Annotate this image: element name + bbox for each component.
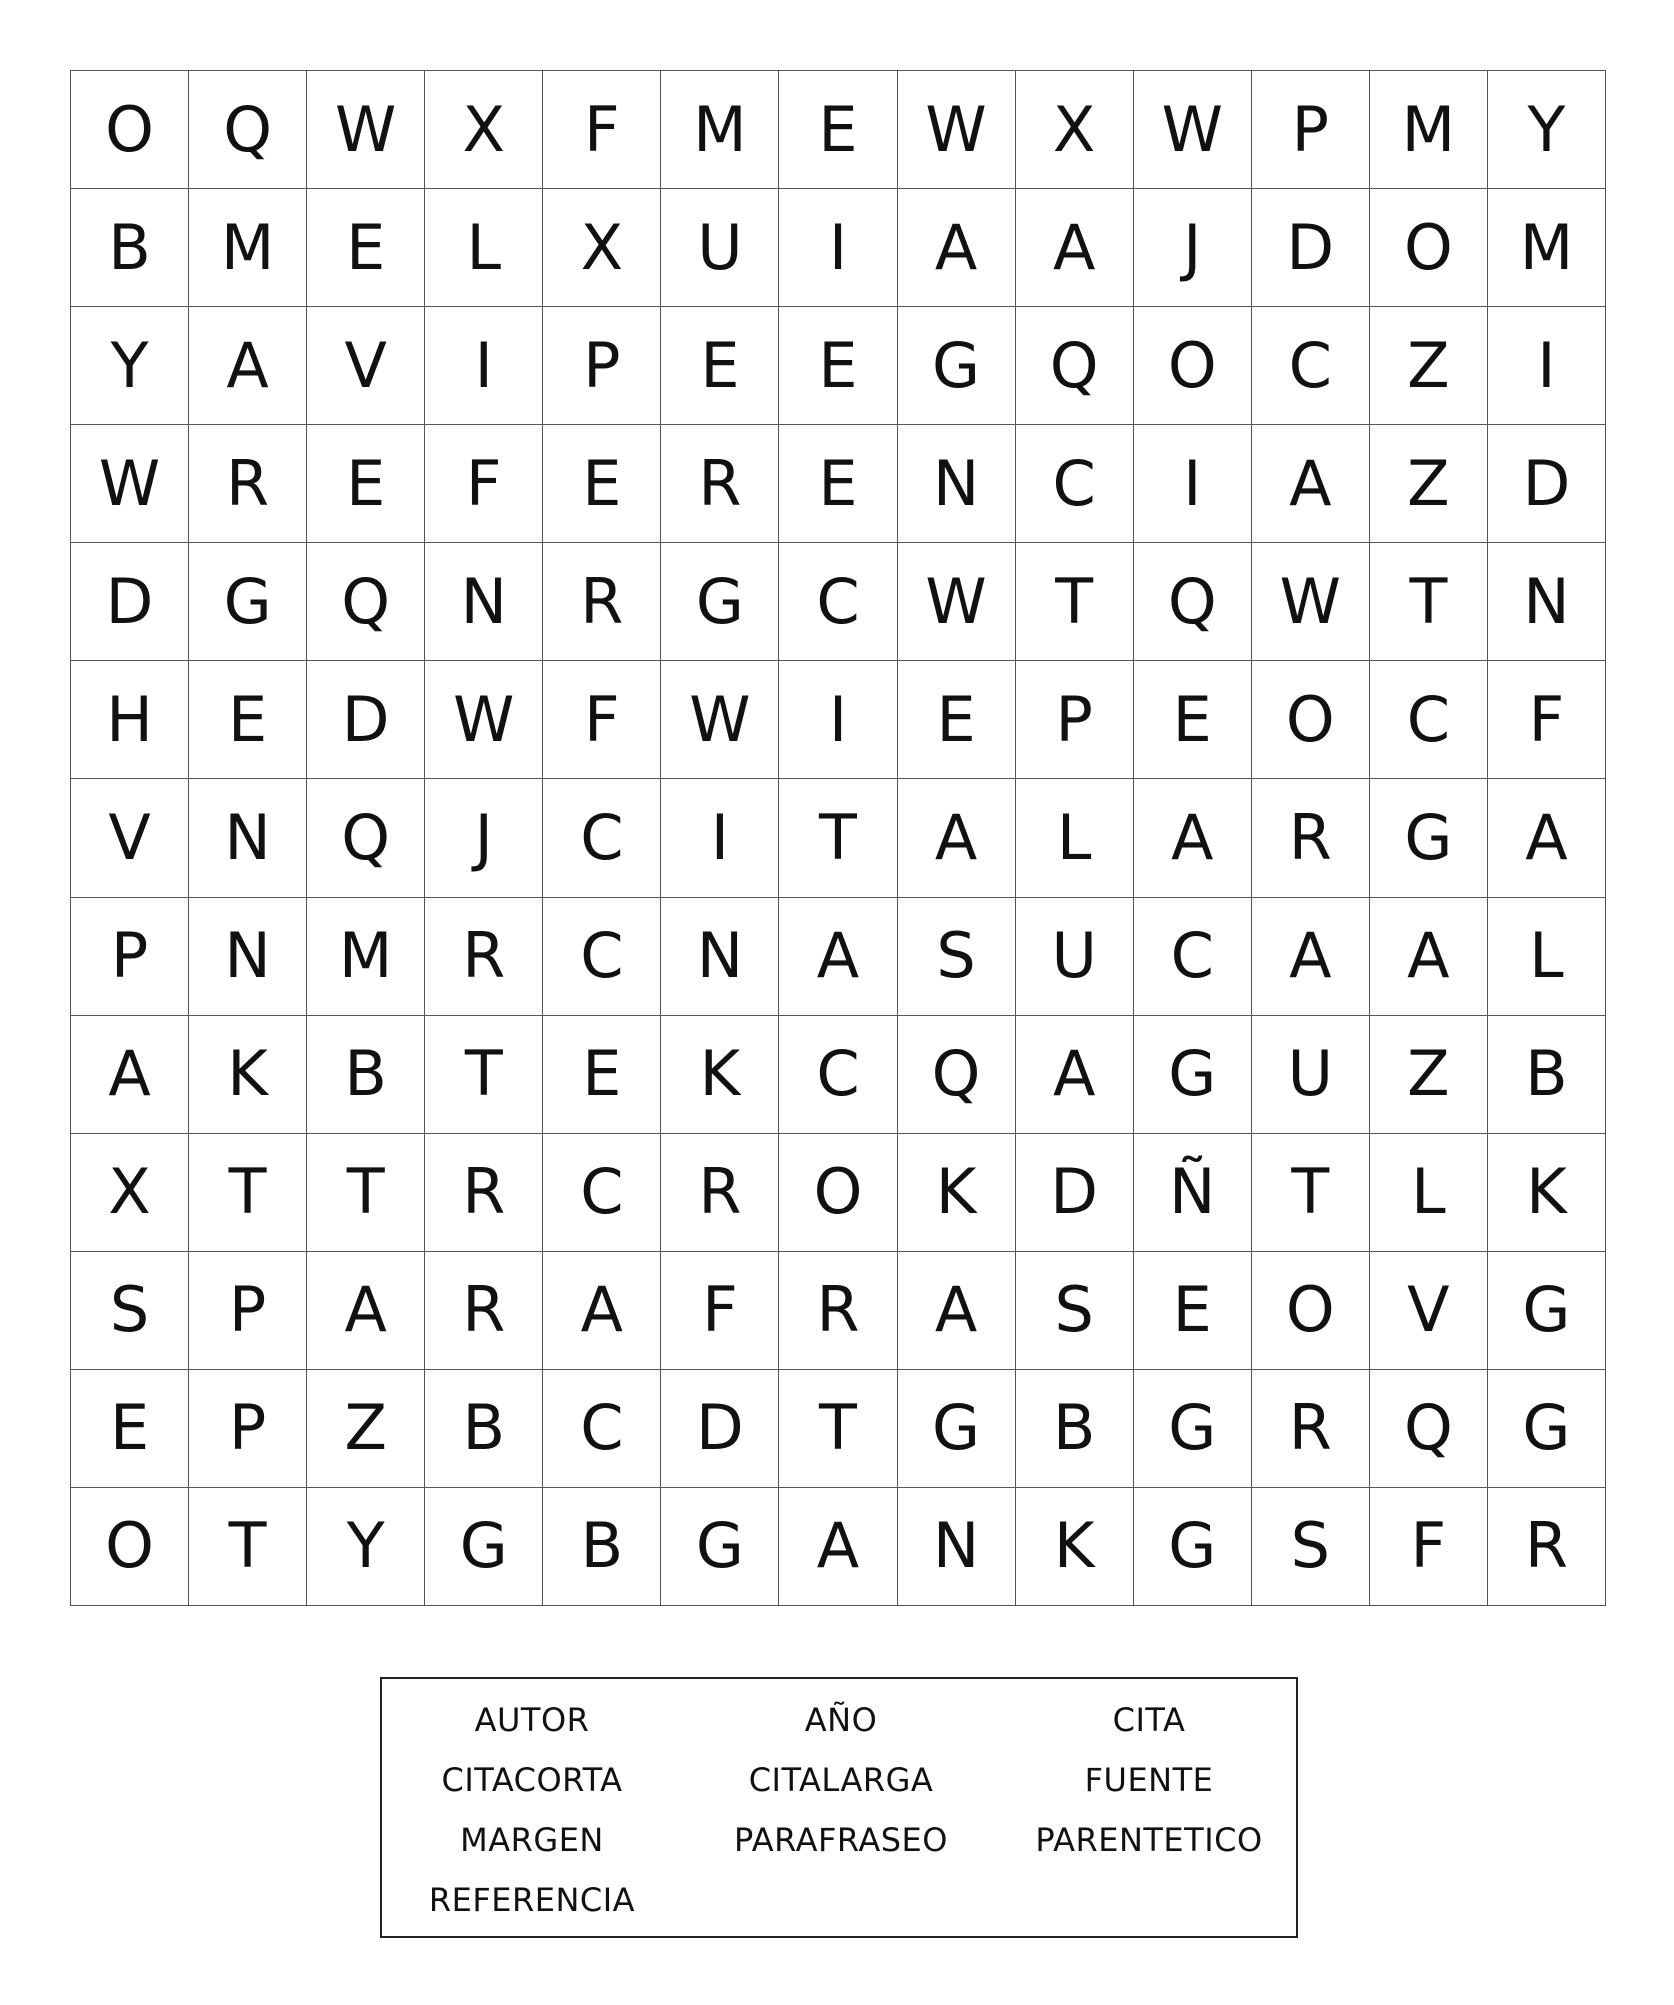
- grid-cell[interactable]: D: [71, 543, 189, 661]
- grid-cell[interactable]: A: [1016, 189, 1134, 307]
- word-list-item: AÑO: [804, 1701, 878, 1739]
- grid-cell[interactable]: D: [1252, 189, 1370, 307]
- grid-cell[interactable]: G: [661, 543, 779, 661]
- grid-cell[interactable]: P: [1252, 71, 1370, 189]
- grid-cell[interactable]: G: [1134, 1488, 1252, 1606]
- word-list-item: REFERENCIA: [428, 1881, 636, 1919]
- grid-cell[interactable]: C: [543, 779, 661, 897]
- grid-cell[interactable]: G: [898, 1370, 1016, 1488]
- grid-cell[interactable]: A: [779, 1488, 897, 1606]
- grid-cell[interactable]: C: [543, 1134, 661, 1252]
- grid-cell[interactable]: C: [1252, 307, 1370, 425]
- grid-cell[interactable]: A: [189, 307, 307, 425]
- grid-cell[interactable]: A: [898, 1252, 1016, 1370]
- grid-cell[interactable]: N: [898, 1488, 1016, 1606]
- grid-cell[interactable]: J: [425, 779, 543, 897]
- grid-cell[interactable]: T: [189, 1488, 307, 1606]
- grid-cell[interactable]: E: [898, 661, 1016, 779]
- grid-cell[interactable]: V: [307, 307, 425, 425]
- grid-cell[interactable]: Q: [1370, 1370, 1488, 1488]
- grid-cell[interactable]: W: [425, 661, 543, 779]
- grid-cell[interactable]: D: [307, 661, 425, 779]
- grid-cell[interactable]: A: [1252, 425, 1370, 543]
- grid-cell[interactable]: A: [898, 779, 1016, 897]
- grid-cell[interactable]: V: [71, 779, 189, 897]
- grid-cell[interactable]: R: [189, 425, 307, 543]
- grid-cell[interactable]: T: [425, 1016, 543, 1134]
- grid-cell[interactable]: P: [543, 307, 661, 425]
- grid-cell[interactable]: A: [1252, 898, 1370, 1016]
- word-list-item: CITALARGA: [748, 1761, 934, 1799]
- grid-cell[interactable]: H: [71, 661, 189, 779]
- grid-cell[interactable]: K: [189, 1016, 307, 1134]
- grid-cell[interactable]: E: [1134, 661, 1252, 779]
- grid-cell[interactable]: Y: [307, 1488, 425, 1606]
- grid-cell[interactable]: V: [1370, 1252, 1488, 1370]
- grid-cell[interactable]: K: [1488, 1134, 1606, 1252]
- grid-cell[interactable]: X: [1016, 71, 1134, 189]
- grid-cell[interactable]: A: [543, 1252, 661, 1370]
- grid-cell[interactable]: G: [1134, 1370, 1252, 1488]
- grid-cell[interactable]: L: [1016, 779, 1134, 897]
- grid-cell[interactable]: K: [1016, 1488, 1134, 1606]
- word-list-item: CITA: [1112, 1701, 1186, 1739]
- grid-cell[interactable]: O: [1370, 189, 1488, 307]
- grid-cell[interactable]: G: [189, 543, 307, 661]
- grid-cell[interactable]: W: [71, 425, 189, 543]
- grid-cell[interactable]: O: [1252, 661, 1370, 779]
- grid-cell[interactable]: M: [1370, 71, 1488, 189]
- grid-cell[interactable]: X: [71, 1134, 189, 1252]
- grid-cell[interactable]: G: [1134, 1016, 1252, 1134]
- grid-cell[interactable]: S: [1252, 1488, 1370, 1606]
- grid-cell[interactable]: A: [1016, 1016, 1134, 1134]
- grid-cell[interactable]: I: [1488, 307, 1606, 425]
- grid-cell[interactable]: A: [1370, 898, 1488, 1016]
- grid-cell[interactable]: C: [1370, 661, 1488, 779]
- grid-cell[interactable]: E: [71, 1370, 189, 1488]
- grid-cell[interactable]: F: [543, 661, 661, 779]
- grid-cell[interactable]: R: [661, 1134, 779, 1252]
- grid-cell[interactable]: J: [1134, 189, 1252, 307]
- word-list-item: CITACORTA: [441, 1761, 623, 1799]
- grid-cell[interactable]: I: [1134, 425, 1252, 543]
- grid-cell[interactable]: G: [661, 1488, 779, 1606]
- grid-cell[interactable]: E: [307, 425, 425, 543]
- grid-cell[interactable]: A: [1134, 779, 1252, 897]
- grid-cell[interactable]: Q: [1016, 307, 1134, 425]
- grid-cell[interactable]: R: [779, 1252, 897, 1370]
- grid-cell[interactable]: P: [1016, 661, 1134, 779]
- grid-cell[interactable]: R: [1488, 1488, 1606, 1606]
- grid-cell[interactable]: U: [1252, 1016, 1370, 1134]
- grid-cell[interactable]: A: [307, 1252, 425, 1370]
- grid-cell[interactable]: O: [1252, 1252, 1370, 1370]
- grid-cell[interactable]: R: [425, 1134, 543, 1252]
- grid-cell[interactable]: M: [189, 189, 307, 307]
- word-list: [380, 1677, 1298, 1938]
- grid-cell[interactable]: S: [1016, 1252, 1134, 1370]
- grid-cell[interactable]: Q: [307, 779, 425, 897]
- grid-cell[interactable]: N: [898, 425, 1016, 543]
- grid-cell[interactable]: B: [543, 1488, 661, 1606]
- grid-cell[interactable]: R: [1252, 779, 1370, 897]
- grid-cell[interactable]: Q: [189, 71, 307, 189]
- grid-cell[interactable]: O: [779, 1134, 897, 1252]
- grid-cell[interactable]: A: [779, 898, 897, 1016]
- grid-cell[interactable]: P: [189, 1370, 307, 1488]
- grid-cell[interactable]: Z: [1370, 1016, 1488, 1134]
- grid-cell[interactable]: Ñ: [1134, 1134, 1252, 1252]
- grid-cell[interactable]: E: [1134, 1252, 1252, 1370]
- grid-cell[interactable]: A: [898, 189, 1016, 307]
- grid-cell[interactable]: G: [1488, 1370, 1606, 1488]
- grid-cell[interactable]: E: [543, 425, 661, 543]
- grid-cell[interactable]: P: [71, 898, 189, 1016]
- grid-cell[interactable]: K: [661, 1016, 779, 1134]
- grid-cell[interactable]: C: [1016, 425, 1134, 543]
- grid-cell[interactable]: T: [779, 1370, 897, 1488]
- grid-cell[interactable]: B: [307, 1016, 425, 1134]
- grid-cell[interactable]: W: [1252, 543, 1370, 661]
- grid-cell[interactable]: S: [898, 898, 1016, 1016]
- grid-cell[interactable]: C: [779, 543, 897, 661]
- grid-cell[interactable]: U: [661, 189, 779, 307]
- grid-cell[interactable]: I: [779, 189, 897, 307]
- grid-cell[interactable]: E: [779, 71, 897, 189]
- grid-cell[interactable]: L: [1488, 898, 1606, 1016]
- word-list-item: MARGEN: [460, 1821, 604, 1859]
- grid-cell[interactable]: T: [1252, 1134, 1370, 1252]
- grid-cell[interactable]: W: [307, 71, 425, 189]
- grid-cell[interactable]: K: [898, 1134, 1016, 1252]
- word-list-item: FUENTE: [1084, 1761, 1214, 1799]
- grid-cell[interactable]: O: [71, 71, 189, 189]
- word-list-item: AUTOR: [474, 1701, 590, 1739]
- grid-cell[interactable]: D: [1488, 425, 1606, 543]
- grid-cell[interactable]: T: [1370, 543, 1488, 661]
- grid-cell[interactable]: M: [1488, 189, 1606, 307]
- grid-cell[interactable]: P: [189, 1252, 307, 1370]
- grid-cell[interactable]: Q: [1134, 543, 1252, 661]
- grid-cell[interactable]: X: [425, 71, 543, 189]
- grid-cell[interactable]: N: [189, 898, 307, 1016]
- grid-cell[interactable]: C: [543, 898, 661, 1016]
- grid-cell[interactable]: G: [1488, 1252, 1606, 1370]
- grid-cell[interactable]: Z: [1370, 307, 1488, 425]
- grid-cell[interactable]: N: [1488, 543, 1606, 661]
- grid-cell[interactable]: R: [425, 1252, 543, 1370]
- word-list-item: PARENTETICO: [1035, 1821, 1263, 1859]
- grid-cell[interactable]: Y: [1488, 71, 1606, 189]
- grid-cell[interactable]: I: [779, 661, 897, 779]
- grid-cell[interactable]: N: [661, 898, 779, 1016]
- grid-cell[interactable]: Q: [307, 543, 425, 661]
- grid-cell[interactable]: N: [189, 779, 307, 897]
- grid-cell[interactable]: X: [543, 189, 661, 307]
- grid-cell[interactable]: D: [1016, 1134, 1134, 1252]
- grid-cell[interactable]: C: [779, 1016, 897, 1134]
- grid-cell[interactable]: W: [1134, 71, 1252, 189]
- grid-cell[interactable]: U: [1016, 898, 1134, 1016]
- letter-grid: [70, 70, 1606, 1606]
- grid-cell[interactable]: T: [189, 1134, 307, 1252]
- grid-cell[interactable]: W: [898, 543, 1016, 661]
- grid-cell[interactable]: I: [661, 779, 779, 897]
- grid-cell[interactable]: A: [1488, 779, 1606, 897]
- grid-cell[interactable]: Z: [307, 1370, 425, 1488]
- grid-cell[interactable]: O: [1134, 307, 1252, 425]
- grid-cell[interactable]: G: [898, 307, 1016, 425]
- grid-cell[interactable]: F: [543, 71, 661, 189]
- grid-cell[interactable]: D: [661, 1370, 779, 1488]
- grid-cell[interactable]: B: [425, 1370, 543, 1488]
- grid-cell[interactable]: C: [543, 1370, 661, 1488]
- grid-cell[interactable]: F: [1488, 661, 1606, 779]
- grid-cell[interactable]: E: [779, 425, 897, 543]
- grid-cell[interactable]: B: [71, 189, 189, 307]
- grid-cell[interactable]: C: [1134, 898, 1252, 1016]
- grid-cell[interactable]: G: [1370, 779, 1488, 897]
- grid-cell[interactable]: Z: [1370, 425, 1488, 543]
- grid-cell[interactable]: R: [661, 425, 779, 543]
- grid-cell[interactable]: M: [307, 898, 425, 1016]
- grid-cell[interactable]: T: [307, 1134, 425, 1252]
- grid-cell[interactable]: A: [71, 1016, 189, 1134]
- grid-cell[interactable]: F: [661, 1252, 779, 1370]
- grid-cell[interactable]: W: [898, 71, 1016, 189]
- grid-cell[interactable]: R: [543, 543, 661, 661]
- grid-cell[interactable]: I: [425, 307, 543, 425]
- grid-cell[interactable]: E: [307, 189, 425, 307]
- grid-cell[interactable]: F: [1370, 1488, 1488, 1606]
- grid-cell[interactable]: Q: [898, 1016, 1016, 1134]
- grid-cell[interactable]: T: [1016, 543, 1134, 661]
- grid-cell[interactable]: E: [543, 1016, 661, 1134]
- grid-cell[interactable]: E: [189, 661, 307, 779]
- grid-cell[interactable]: L: [425, 189, 543, 307]
- grid-cell[interactable]: O: [71, 1488, 189, 1606]
- grid-cell[interactable]: R: [1252, 1370, 1370, 1488]
- word-list-item: PARAFRASEO: [734, 1821, 948, 1859]
- grid-cell[interactable]: F: [425, 425, 543, 543]
- grid-cell[interactable]: T: [779, 779, 897, 897]
- grid-cell[interactable]: S: [71, 1252, 189, 1370]
- grid-cell[interactable]: Y: [71, 307, 189, 425]
- grid-cell[interactable]: M: [661, 71, 779, 189]
- grid-cell[interactable]: L: [1370, 1134, 1488, 1252]
- grid-cell[interactable]: W: [661, 661, 779, 779]
- grid-cell[interactable]: R: [425, 898, 543, 1016]
- grid-cell[interactable]: B: [1016, 1370, 1134, 1488]
- grid-cell[interactable]: B: [1488, 1016, 1606, 1134]
- grid-cell[interactable]: E: [779, 307, 897, 425]
- grid-cell[interactable]: E: [661, 307, 779, 425]
- grid-cell[interactable]: G: [425, 1488, 543, 1606]
- grid-cell[interactable]: N: [425, 543, 543, 661]
